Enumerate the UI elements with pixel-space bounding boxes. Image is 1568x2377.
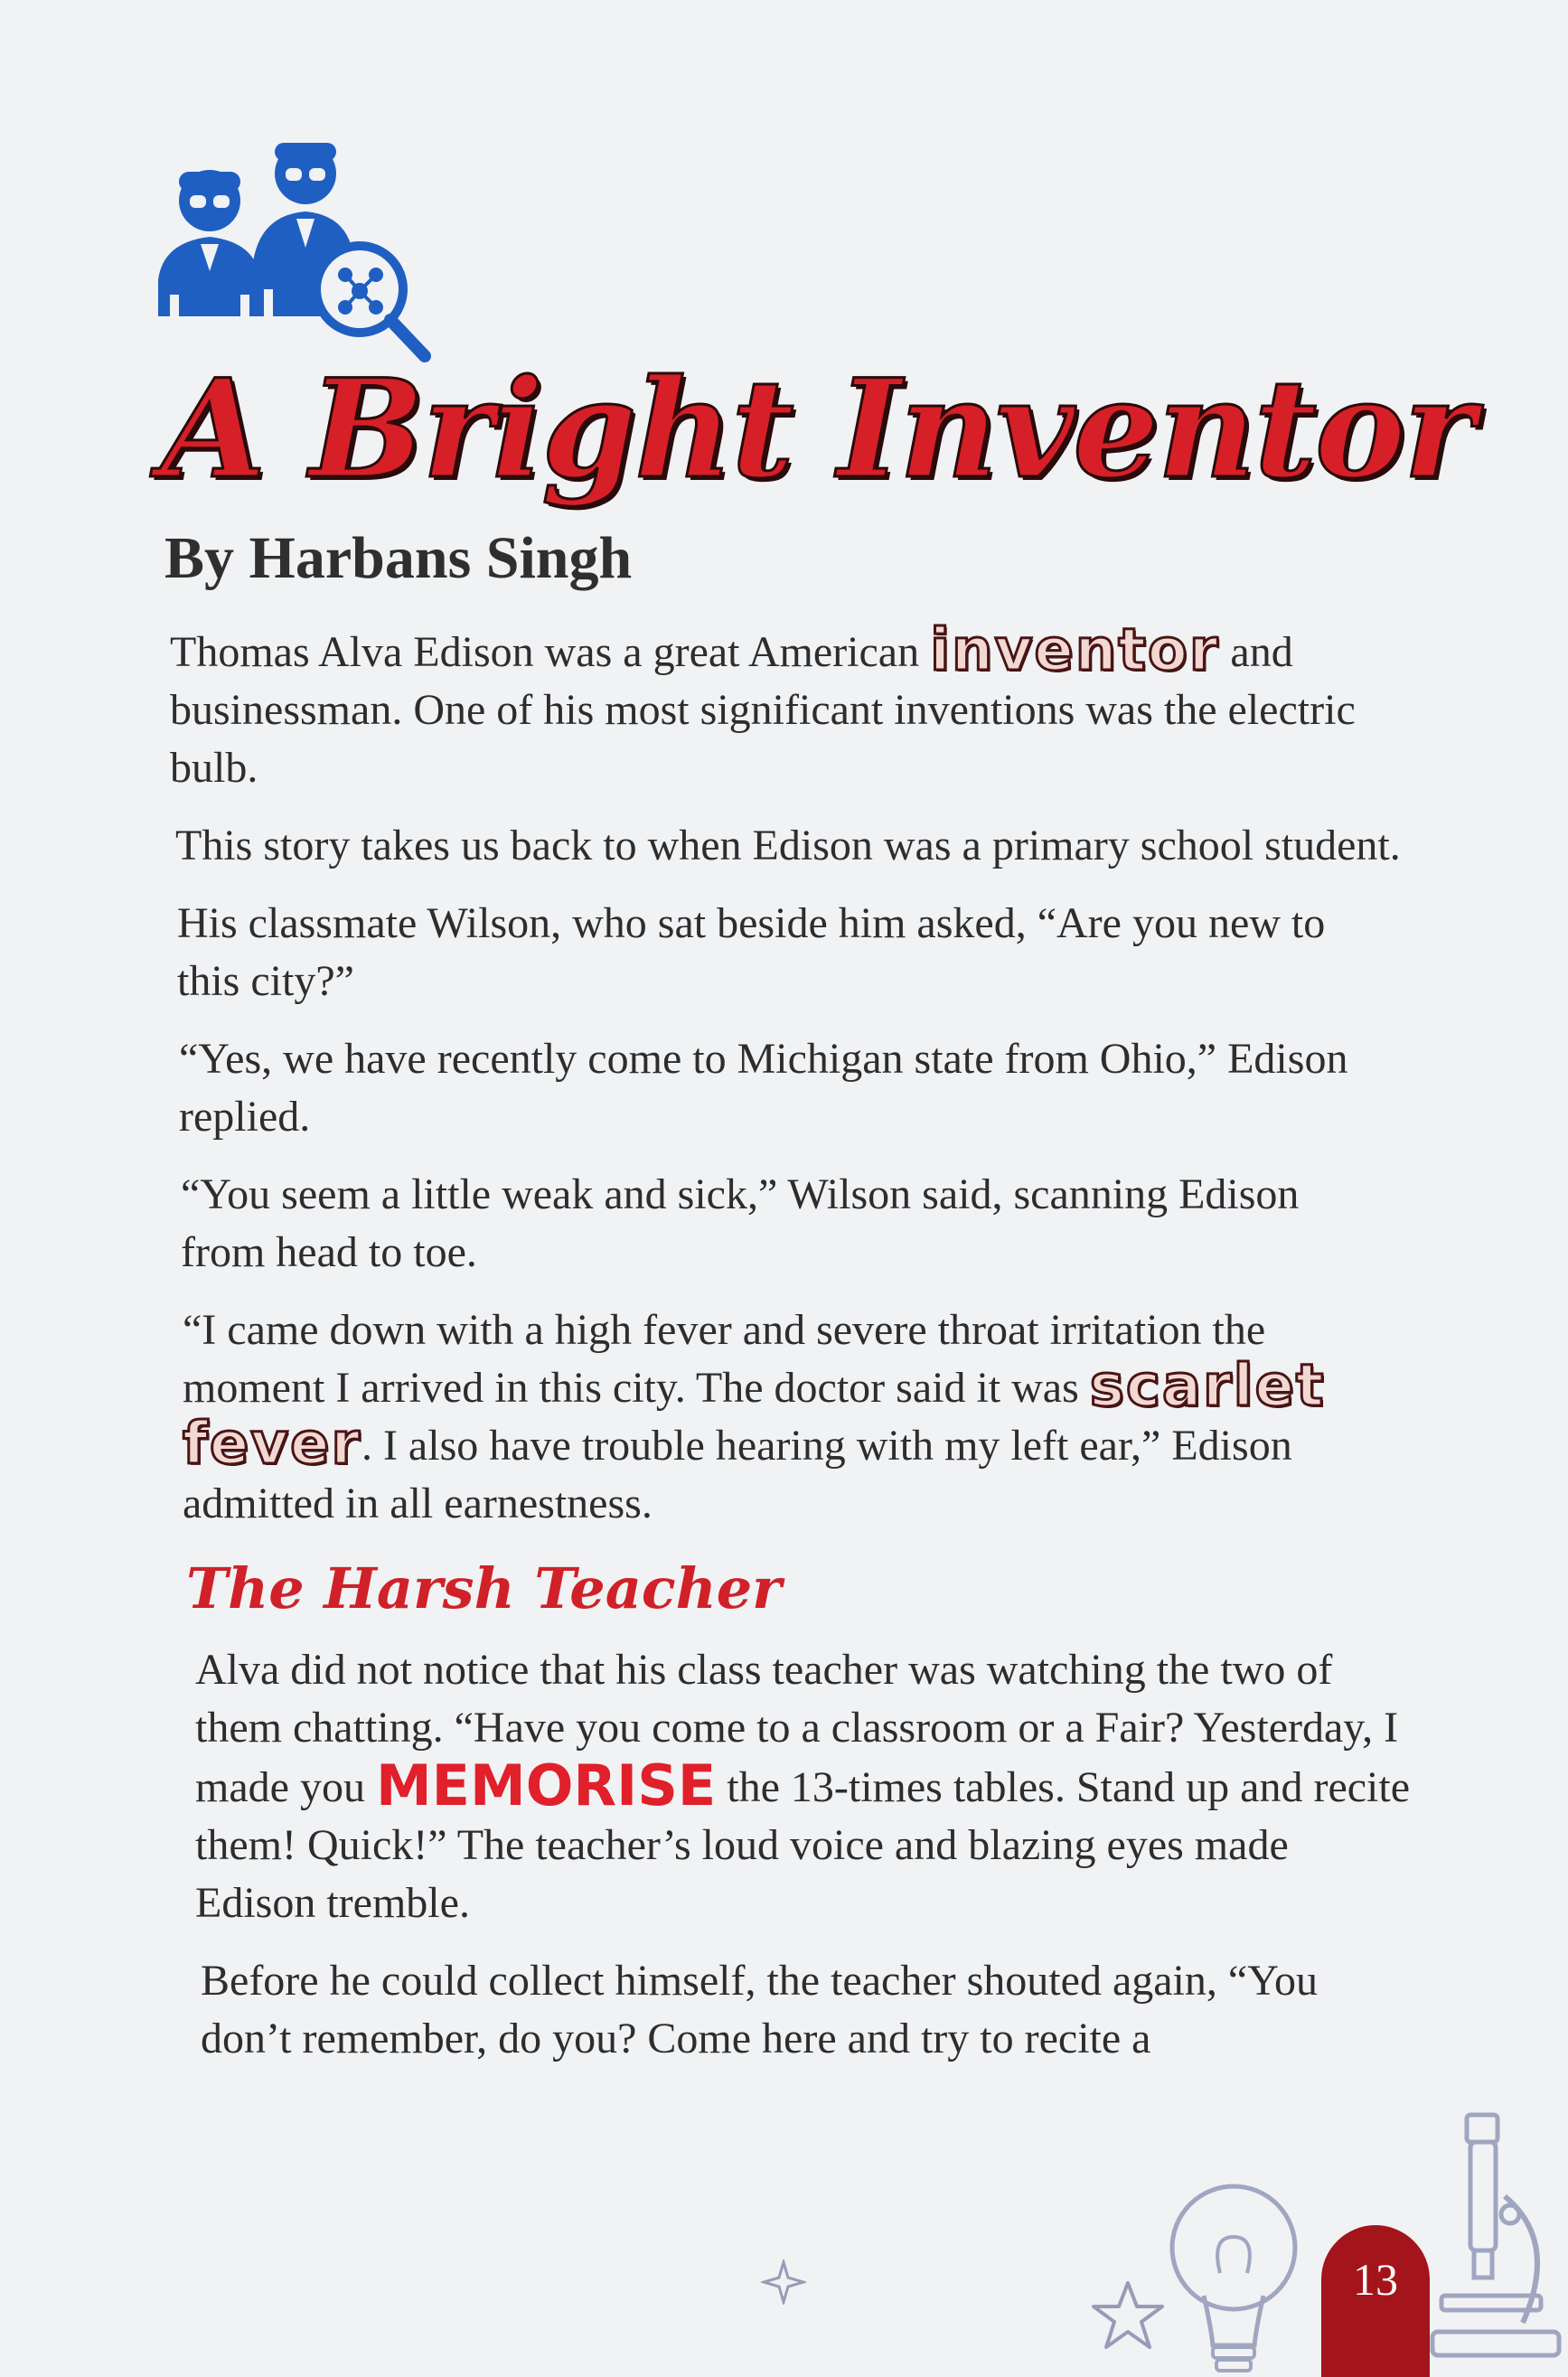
section-heading: The Harsh Teacher: [186, 1555, 782, 1621]
vocab-highlight-scarlet-fever: scarlet fever: [183, 1353, 1326, 1478]
author-byline: By Harbans Singh: [164, 525, 633, 591]
sparkle-icon: [761, 2260, 806, 2305]
paragraph-7: Alva did not notice that his class teacher was watching the two of them chatting. “Have you come to a classroom or a Fair? Yesterday, I made you MEMORISE the 13-times tables. Stand up and recite them! Quick!” The teacher’s loud voice and blazing eyes made Edison tremble.: [195, 1646, 1411, 1927]
light-bulb-icon: [1157, 2174, 1310, 2377]
paragraph-4: “Yes, we have recently come to Michigan state from Ohio,” Edison replied.: [179, 1035, 1348, 1141]
vocab-highlight-inventor: inventor: [930, 617, 1220, 684]
page-number-badge: [1321, 2225, 1430, 2377]
vocab-highlight-memorise: MEMORISE: [375, 1752, 717, 1818]
paragraph-3: His classmate Wilson, who sat beside him asked, “Are you new to this city?”: [177, 899, 1326, 1005]
page-number: 13: [1353, 2254, 1398, 2305]
paragraph-5: “You seem a little weak and sick,” Wilson said, scanning Edison from head to toe.: [181, 1170, 1300, 1276]
paragraph-1: Thomas Alva Edison was a great American inventor and businessman. One of his most significant inventions was the electric bulb.: [170, 617, 1356, 792]
scientists-magnifier-icon: [154, 136, 434, 371]
story-title: A Bright Inventor: [161, 350, 1474, 509]
paragraph-2: This story takes us back to when Edison was a primary school student.: [175, 822, 1401, 869]
paragraph-8: Before he could collect himself, the teacher shouted again, “You don’t remember, do you? Come here and try to recite a: [201, 1957, 1319, 2062]
paragraph-6: “I came down with a high fever and severe throat irritation the moment I arrived in this city. The doctor said it was scarlet fever. I also have trouble hearing with my left ear,” Edison admitted in all earnestness.: [183, 1306, 1326, 1527]
star-icon: [1090, 2278, 1166, 2354]
microscope-icon: [1423, 2106, 1568, 2377]
story-body: [170, 617, 1435, 2088]
